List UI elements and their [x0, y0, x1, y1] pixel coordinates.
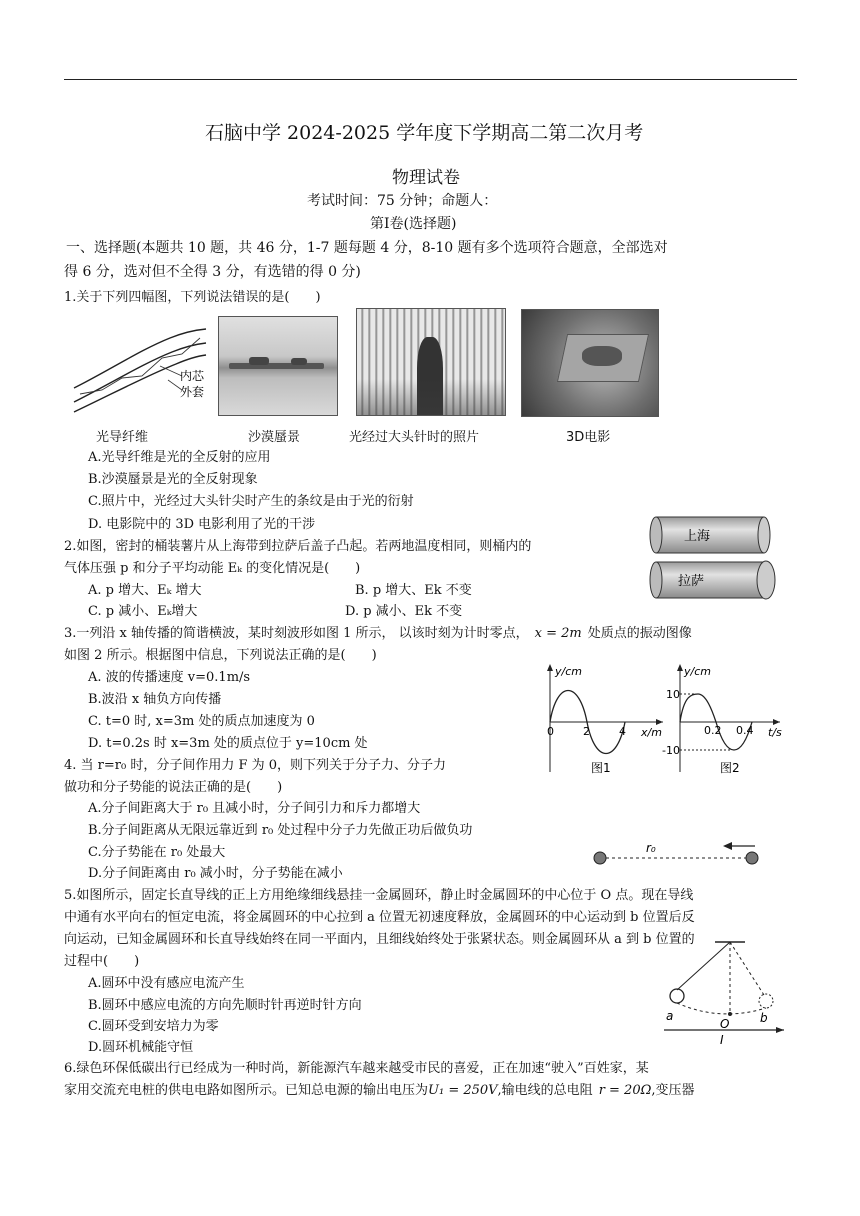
mirage-photo	[218, 316, 338, 416]
q4-option-d: D.分子间距离由 r₀ 减小时，分子势能在减小	[88, 866, 343, 881]
q3-option-c: C. t=0 时, x=3m 处的质点加速度为 0	[88, 714, 315, 729]
q6-line-2	[64, 1079, 695, 1098]
top-rule	[64, 79, 797, 80]
q5-option-d: D.圆环机械能守恒	[88, 1040, 194, 1055]
q2-option-d: D. p 减小、Ek 不变	[345, 604, 463, 619]
q6-line-2-text: 家用交流充电桩的供电电路如图所示。已知总电源的输出电压为	[64, 1083, 429, 1098]
r0-label: r₀	[646, 841, 656, 855]
q4-option-c: C.分子势能在 r₀ 处最大	[88, 845, 226, 860]
fig1-ylabel: y/cm	[555, 665, 582, 678]
q5-line-1: 5.如图所示，固定长直导线的正上方用绝缘细线悬挂一金属圆环，静止时金属圆环的中心位于 O 点。现在导线	[64, 888, 694, 903]
molecule-diagram	[590, 838, 765, 870]
wave-figure-1	[535, 660, 670, 780]
caption-pin: 光经过大头针时的照片	[349, 430, 480, 445]
q6-line-1: 6.绿色环保低碳出行已经成为一种时尚，新能源汽车越来越受市民的喜爱，正在加速“驶入”百姓家，某	[64, 1061, 649, 1076]
q4-line-1: 4. 当 r=r₀ 时，分子间作用力 F 为 0，则下列关于分子力、分子力	[64, 758, 447, 773]
can-label-shanghai: 上海	[684, 529, 711, 544]
exam-info: 考试时间：75 分钟；命题人：	[307, 193, 498, 209]
exam-title: 石脑中学 2024-2025 学年度下学期高二第二次月考	[205, 122, 644, 144]
fig2-ytick-10: 10	[666, 688, 680, 701]
q5-line-4: 过程中( )	[64, 954, 140, 969]
can-label-lhasa: 拉萨	[678, 574, 705, 589]
q5-line-3: 向运动，已知金属圆环和长直导线始终在同一平面内，且细线始终处于张紧状态。则金属圆环从 a 到 b 位置的	[64, 932, 695, 947]
q2-option-a: A. p 增大、Eₖ 增大	[88, 583, 202, 598]
chip-cans-diagram	[648, 512, 778, 602]
fig2-ytick-neg10: -10	[662, 744, 680, 757]
q1-option-b: B.沙漠蜃景是光的全反射现象	[88, 472, 258, 487]
q1-option-c: C.照片中，光经过大头针尖时产生的条纹是由于光的衍射	[88, 494, 414, 509]
q1-option-a: A.光导纤维是光的全反射的应用	[88, 450, 271, 465]
caption-3d: 3D电影	[566, 430, 611, 445]
q6-voltage: U₁ = 250V	[428, 1083, 498, 1098]
fig1-tick-2: 2	[583, 725, 590, 738]
q2-line-1: 2.如图，密封的桶装薯片从上海带到拉萨后盖子凸起。若两地温度相同，则桶内的	[64, 539, 532, 554]
caption-fiber: 光导纤维	[96, 430, 149, 445]
q3-line-1	[64, 622, 692, 641]
pin-diffraction-photo	[356, 308, 506, 416]
q1-stem: 1.关于下列四幅图，下列说法错误的是( )	[64, 290, 321, 305]
label-current: I	[720, 1033, 724, 1045]
fig1-caption: 图1	[591, 761, 611, 775]
q1-option-d: D. 电影院中的 3D 电影利用了光的干涉	[88, 517, 316, 532]
q4-line-2: 做功和分子势能的说法正确的是( )	[64, 780, 283, 795]
fig1-tick-0: 0	[547, 725, 554, 738]
q6-resistance: r = 20Ω	[598, 1083, 652, 1098]
q5-option-c: C.圆环受到安培力为零	[88, 1019, 219, 1034]
q4-option-b: B.分子间距离从无限远靠近到 r₀ 处过程中分子力先做正功后做负功	[88, 823, 473, 838]
3d-movie-photo	[521, 309, 659, 417]
fiber-label-core: 内芯	[180, 369, 205, 383]
q5-option-b: B.圆环中感应电流的方向先顺时针再逆时针方向	[88, 998, 362, 1013]
q6-line-2-tail: ,变压器	[651, 1083, 695, 1098]
fig2-tick-04: 0.4	[736, 724, 754, 737]
q3-position-math: x = 2m	[534, 626, 582, 641]
q6-line-2-mid: ,输电线的总电阻	[497, 1083, 593, 1098]
q2-line-2: 气体压强 p 和分子平均动能 Eₖ 的变化情况是( )	[64, 561, 361, 576]
fiber-label-cladding: 外套	[180, 385, 205, 399]
q3-line-2: 如图 2 所示。根据图中信息，下列说法正确的是( )	[64, 648, 377, 663]
exam-subject: 物理试卷	[392, 168, 460, 188]
part-heading: 第Ⅰ卷(选择题)	[370, 216, 457, 232]
fig1-xlabel: x/m	[641, 726, 662, 739]
fig2-xlabel: t/s	[768, 726, 782, 739]
pendulum-ring-diagram	[660, 940, 788, 1045]
fig2-ylabel: y/cm	[684, 665, 711, 678]
q3-line-1-tail: 处质点的振动图像	[587, 626, 692, 641]
fig2-caption: 图2	[720, 761, 740, 775]
fig2-tick-02: 0.2	[704, 724, 722, 737]
section-line-1: 一、选择题(本题共 10 题，共 46 分，1-7 题每题 4 分，8-10 题有多个选项符合题意，全部选对	[66, 240, 668, 256]
q3-option-a: A. 波的传播速度 v=0.1m/s	[88, 670, 251, 685]
q2-option-b: B. p 增大、Ek 不变	[355, 583, 472, 598]
label-a: a	[666, 1009, 674, 1023]
q2-option-c: C. p 减小、Eₖ增大	[88, 604, 198, 619]
q3-line-1-text: 3.一列沿 x 轴传播的简谐横波，某时刻波形如图 1 所示， 以该时刻为计时零点，	[64, 626, 529, 641]
q5-line-2: 中通有水平向右的恒定电流，将金属圆环的中心拉到 a 位置无初速度释放，金属圆环的中心运动到 b 位置后反	[64, 910, 695, 925]
label-b: b	[760, 1011, 768, 1025]
fiber-diagram	[70, 320, 210, 415]
q3-option-d: D. t=0.2s 时 x=3m 处的质点位于 y=10cm 处	[88, 736, 368, 751]
section-line-2: 得 6 分，选对但不全得 3 分，有选错的得 0 分)	[64, 264, 361, 280]
fig1-tick-4: 4	[619, 725, 626, 738]
q3-option-b: B.波沿 x 轴负方向传播	[88, 692, 222, 707]
q4-option-a: A.分子间距离大于 r₀ 且减小时，分子间引力和斥力都增大	[88, 801, 421, 816]
caption-mirage: 沙漠蜃景	[248, 430, 301, 445]
label-o: O	[720, 1017, 730, 1031]
q5-option-a: A.圆环中没有感应电流产生	[88, 976, 245, 991]
vibration-figure-2	[662, 660, 787, 780]
